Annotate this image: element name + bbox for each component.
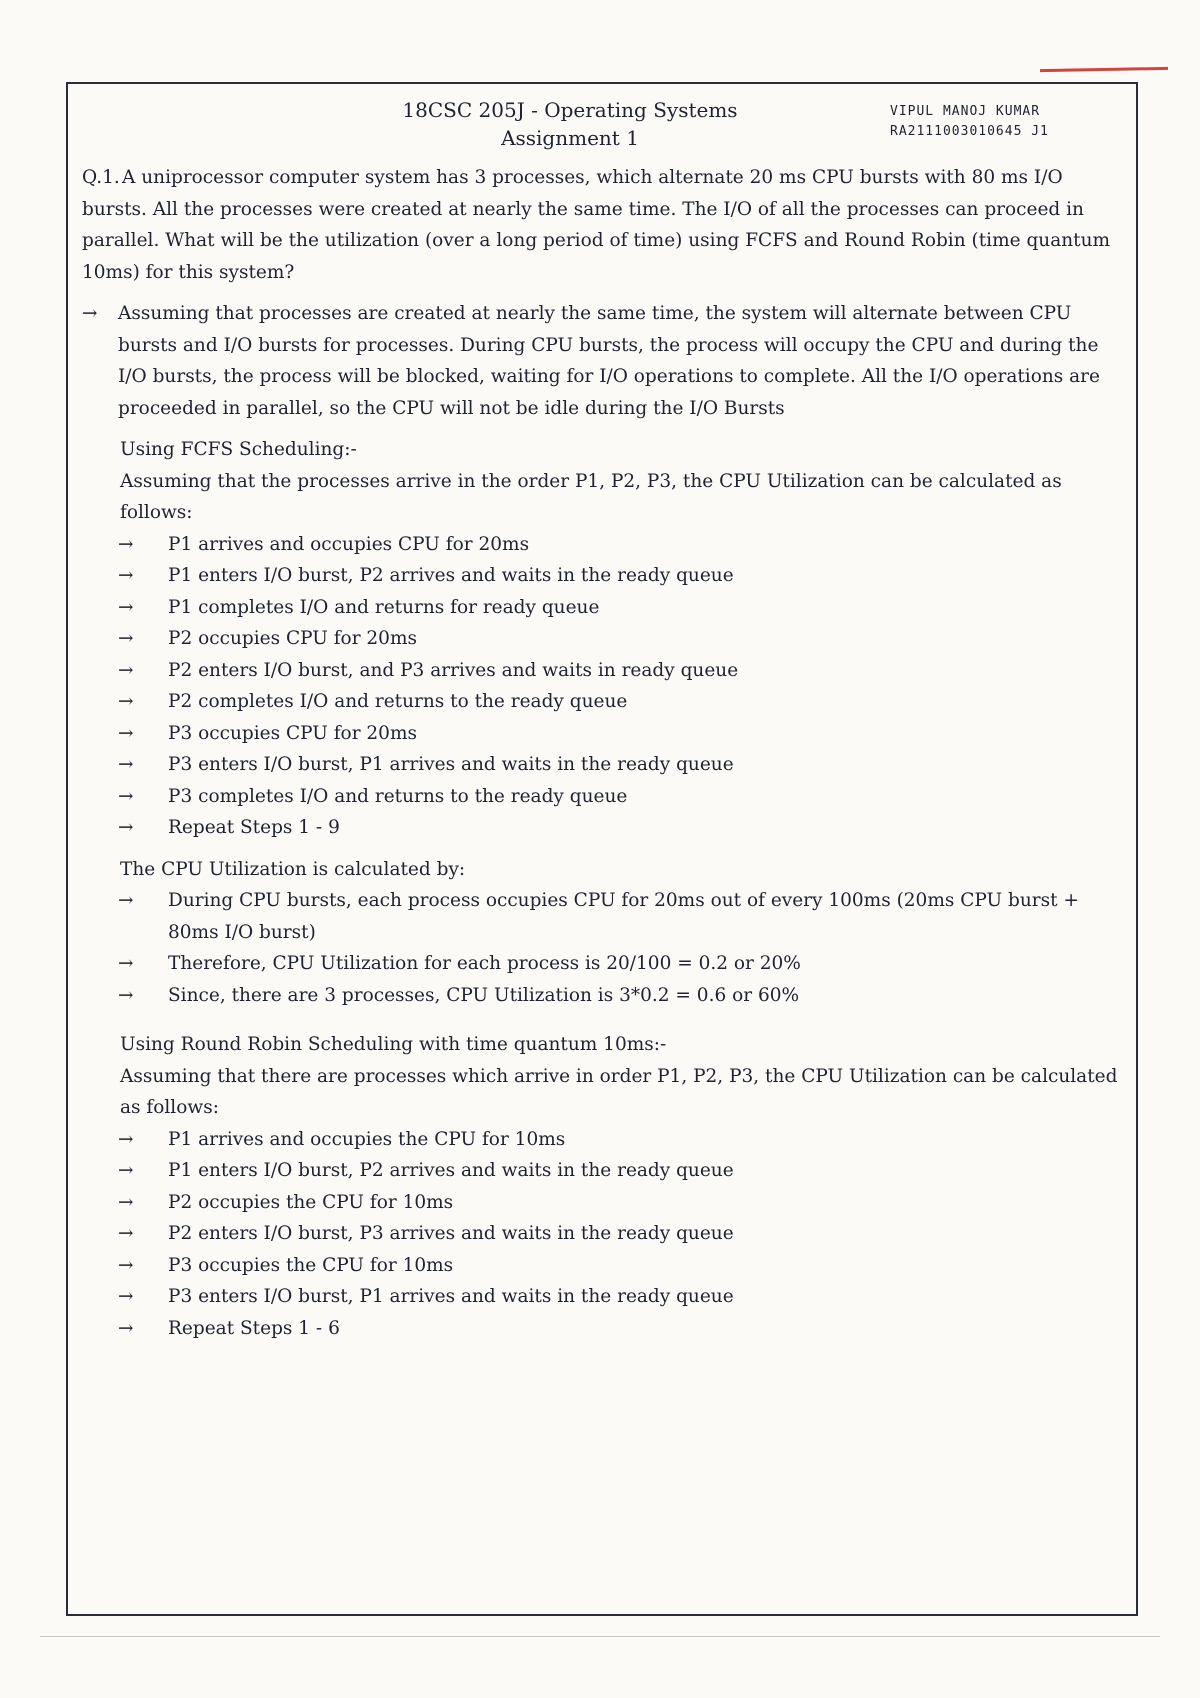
arrow-icon: →: [118, 817, 134, 838]
arrow-icon: →: [118, 754, 134, 775]
list-item: → Repeat Steps 1 - 6: [82, 1313, 1126, 1345]
arrow-icon: →: [118, 659, 134, 681]
list-item: → P3 occupies the CPU for 10ms: [82, 1250, 1126, 1282]
list-item: → P2 enters I/O burst, P3 arrives and waits in the ready queue: [82, 1218, 1126, 1250]
list-item: → P2 enters I/O burst, and P3 arrives and waits in ready queue: [82, 655, 1126, 687]
list-item: → Repeat Steps 1 - 9: [82, 812, 1126, 844]
list-item: → Therefore, CPU Utilization for each process is 20/100 = 0.2 or 20%: [82, 948, 1126, 980]
arrow-icon: →: [118, 1317, 134, 1339]
list-item: → P2 completes I/O and returns to the ready queue: [82, 686, 1126, 718]
list-item: → P3 enters I/O burst, P1 arrives and waits in the ready queue: [82, 1281, 1126, 1313]
list-item: → P3 enters I/O burst, P1 arrives and waits in the ready queue: [82, 749, 1126, 781]
list-item: → P1 arrives and occupies the CPU for 10ms: [82, 1124, 1126, 1156]
arrow-icon: →: [118, 596, 134, 618]
bottom-rule: [40, 1636, 1160, 1637]
student-info: [890, 102, 1130, 142]
arrow-icon: →: [118, 984, 134, 1006]
arrow-icon: →: [118, 1223, 134, 1244]
question-text: A uniprocessor computer system has 3 processes, which alternate 20 ms CPU bursts with 80 ms I/O bursts. All the processes were created at nearly the same time. The I/O of all the processes can proceed in parallel. What will be the utilization (over a long period of time) using FCFS and Round Robin (time quantum 10ms) for this system?: [82, 167, 1111, 283]
arrow-icon: →: [118, 1160, 134, 1181]
list-item: → P1 enters I/O burst, P2 arrives and waits in the ready queue: [82, 560, 1126, 592]
utilization-heading: The CPU Utilization is calculated by:: [120, 858, 466, 880]
student-id: RA2111003010645 J1: [890, 124, 1049, 139]
list-item: → Since, there are 3 processes, CPU Utilization is 3*0.2 = 0.6 or 60%: [82, 980, 1126, 1012]
list-item: → During CPU bursts, each process occupies CPU for 20ms out of every 100ms (20ms CPU burst + 80ms I/O burst): [82, 885, 1126, 948]
arrow-icon: →: [118, 1191, 134, 1213]
student-name: VIPUL MANOJ KUMAR: [890, 104, 1041, 119]
round-robin-intro: Assuming that there are processes which arrive in order P1, P2, P3, the CPU Utilization can be calculated as follows:: [120, 1065, 1118, 1118]
answer-intro-text: Assuming that processes are created at nearly the same time, the system will alternate between CPU bursts and I/O bursts for processes. During CPU bursts, the process will occupy the CPU and during the I/O bursts, the process will be blocked, waiting for I/O operations to complete. All the I/O operations are proceeded in parallel, so the CPU will not be idle during the I/O Bursts: [118, 303, 1100, 419]
list-item: → P1 enters I/O burst, P2 arrives and waits in the ready queue: [82, 1155, 1126, 1187]
arrow-icon: →: [118, 1128, 134, 1150]
list-item: → P3 occupies CPU for 20ms: [82, 718, 1126, 750]
question-label: Q.1.: [82, 167, 120, 188]
arrow-icon: →: [118, 691, 134, 712]
answer-intro: [82, 298, 1126, 424]
fcfs-steps: [82, 529, 1126, 844]
arrow-icon: →: [118, 1254, 134, 1276]
round-robin-steps: [82, 1124, 1126, 1345]
course-title: 18CSC 205J - Operating Systems: [402, 98, 738, 122]
arrow-icon: →: [118, 533, 134, 555]
arrow-icon: →: [82, 303, 98, 324]
question-block: [82, 162, 1126, 288]
arrow-icon: →: [118, 953, 134, 974]
round-robin-heading: Using Round Robin Scheduling with time quantum 10ms:-: [120, 1034, 667, 1055]
arrow-icon: →: [118, 1286, 134, 1307]
arrow-icon: →: [118, 628, 134, 649]
list-item: → P1 arrives and occupies CPU for 20ms: [82, 529, 1126, 561]
answer-content: [82, 162, 1126, 1344]
arrow-icon: →: [118, 722, 134, 744]
list-item: → P2 occupies the CPU for 10ms: [82, 1187, 1126, 1219]
arrow-icon: →: [118, 890, 134, 911]
fcfs-heading: Using FCFS Scheduling:-: [120, 439, 357, 460]
arrow-icon: →: [118, 565, 134, 586]
assignment-header: [360, 96, 780, 152]
arrow-icon: →: [118, 785, 134, 807]
list-item: → P1 completes I/O and returns for ready queue: [82, 592, 1126, 624]
assignment-title: Assignment 1: [501, 126, 639, 150]
utilization-steps: [82, 885, 1126, 1011]
list-item: → P3 completes I/O and returns to the ready queue: [82, 781, 1126, 813]
red-margin-mark: [1040, 67, 1168, 72]
list-item: → P2 occupies CPU for 20ms: [82, 623, 1126, 655]
fcfs-intro: Assuming that the processes arrive in the order P1, P2, P3, the CPU Utilization can be calculated as follows:: [120, 470, 1062, 523]
